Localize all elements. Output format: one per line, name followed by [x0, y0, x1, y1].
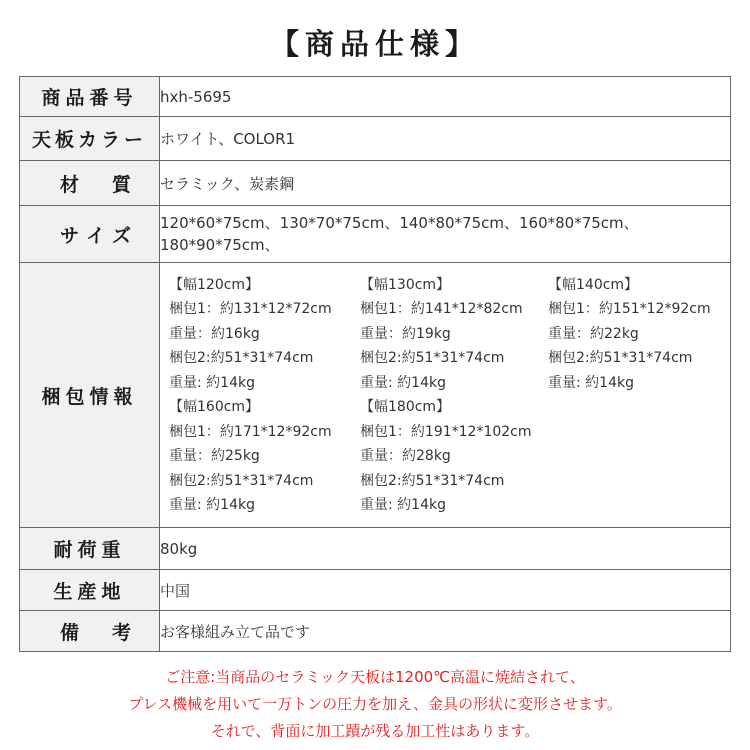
packing-block-180 — [360, 395, 548, 518]
caution-line-3: それで、背面に加工蹟が残る加工性はあります。 — [210, 722, 540, 740]
page-title: 【商品仕様】 — [269, 27, 480, 61]
packing-weight2: 重量: 約14kg — [360, 497, 446, 513]
value-size — [160, 206, 731, 263]
label-load: 耐荷重 — [20, 528, 160, 570]
packing-weight1: 重量：約25kg — [169, 448, 260, 464]
label-remarks — [20, 611, 160, 652]
packing-pkg2: 梱包2:約51*31*74cm — [360, 472, 505, 489]
value-origin: 中国 — [160, 570, 731, 611]
label-material-char-1: 材 — [60, 173, 80, 196]
packing-pkg2: 梱包2:約51*31*74cm — [360, 350, 505, 366]
label-top-color: 天板カラー — [20, 117, 160, 161]
packing-head: 【幅130cm】 — [360, 276, 451, 293]
label-product-number: 商品番号 — [20, 77, 160, 117]
packing-pkg1: 梱包1：約131*12*72cm — [169, 301, 332, 317]
value-product-number: hxh-5695 — [160, 77, 731, 117]
packing-weight2: 重量: 約14kg — [169, 497, 255, 513]
packing-head: 【幅160cm】 — [169, 399, 260, 415]
value-load: 80kg — [160, 528, 731, 570]
spec-table — [19, 76, 731, 652]
row-origin — [20, 570, 731, 611]
row-packing — [20, 263, 731, 528]
packing-pkg2: 梱包2:約51*31*74cm — [169, 472, 314, 489]
packing-pkg1: 梱包1：約191*12*102cm — [360, 423, 532, 440]
packing-weight1: 重量：約16kg — [169, 325, 260, 342]
caution-notes — [0, 664, 750, 745]
row-size — [20, 206, 731, 263]
packing-grid — [160, 266, 730, 525]
caution-line-1: ご注意:当商品のセラミック天板は1200℃高温に焼結されて、 — [165, 668, 585, 686]
packing-pkg1: 梱包1：約141*12*82cm — [360, 301, 523, 317]
packing-weight1: 重量：約28kg — [360, 448, 451, 464]
packing-pkg2: 梱包2:約51*31*74cm — [548, 350, 693, 366]
packing-pkg2: 梱包2:約51*31*74cm — [169, 350, 314, 366]
label-size-char-2: イ — [85, 224, 105, 247]
packing-pkg1: 梱包1：約171*12*92cm — [169, 423, 332, 440]
value-top-color: ホワイト、COLOR1 — [160, 117, 731, 161]
label-material-char-2: 質 — [111, 173, 131, 196]
packing-block-140 — [548, 273, 728, 396]
label-origin: 生産地 — [20, 570, 160, 611]
label-remarks-char-1: 備 — [60, 621, 80, 644]
label-remarks-char-2: 考 — [111, 621, 131, 644]
packing-head: 【幅140cm】 — [548, 276, 639, 293]
packing-weight2: 重量: 約14kg — [548, 374, 634, 391]
packing-block-160 — [169, 395, 360, 518]
packing-weight1: 重量：約22kg — [548, 325, 639, 342]
value-material: セラミック、炭素鋼 — [160, 161, 731, 206]
size-line-2: 180*90*75cm、 — [160, 236, 280, 254]
packing-weight1: 重量：約19kg — [360, 325, 451, 342]
label-material — [20, 161, 160, 206]
label-size — [20, 206, 160, 263]
row-product-number — [20, 77, 731, 117]
label-size-char-3: ズ — [111, 224, 131, 247]
label-packing: 梱包情報 — [20, 263, 160, 528]
row-material — [20, 161, 731, 206]
packing-head: 【幅120cm】 — [169, 276, 260, 293]
row-remarks — [20, 611, 731, 652]
label-size-char-1: サ — [60, 224, 80, 247]
packing-weight2: 重量: 約14kg — [360, 374, 446, 391]
packing-head: 【幅180cm】 — [360, 399, 451, 415]
packing-weight2: 重量: 約14kg — [169, 374, 255, 391]
value-remarks: お客様組み立て品です — [160, 611, 731, 652]
row-load — [20, 528, 731, 570]
packing-block-130 — [360, 273, 548, 396]
packing-pkg1: 梱包1：約151*12*92cm — [548, 301, 711, 317]
size-line-1: 120*60*75cm、130*70*75cm、140*80*75cm、160*80*75cm、 — [160, 214, 639, 232]
value-packing — [160, 263, 731, 528]
packing-block-120 — [169, 273, 360, 396]
row-top-color — [20, 117, 731, 161]
caution-line-2: プレス機械を用いて一万トンの圧力を加え、金具の形状に変形させます。 — [128, 695, 622, 713]
